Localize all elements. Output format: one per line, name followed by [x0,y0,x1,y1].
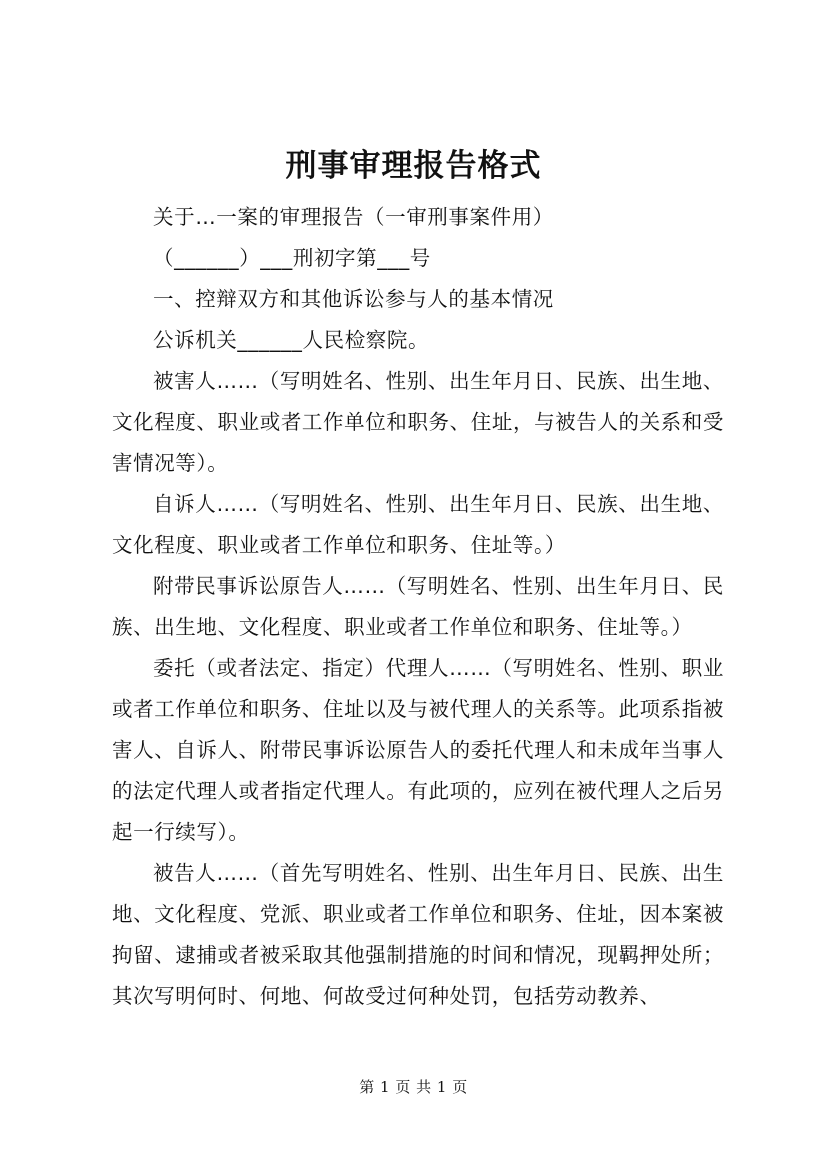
document-body [112,197,724,1017]
paragraph-defendant: 被告人……（首先写明姓名、性别、出生年月日、民族、出生地、文化程度、党派、职业或者工作单位和职务、住址，因本案被拘留、逮捕或者被采取其他强制措施的时间和情况，现羁押处所；其次写明何时、何地、何故受过何种处罚，包括劳动教养、 [112,861,724,1008]
paragraph-agent: 委托（或者法定、指定）代理人……（写明姓名、性别、职业或者工作单位和职务、住址以及与被代理人的关系等。此项系指被害人、自诉人、附带民事诉讼原告人的委托代理人和未成年当事人的法定代理人或者指定代理人。有此项的，应列在被代理人之后另起一行续写）。 [112,656,724,844]
page-number-footer: 第 1 页 共 1 页 [359,1078,468,1096]
paragraph-civil-plaintiff: 附带民事诉讼原告人……（写明姓名、性别、出生年月日、民族、出生地、文化程度、职业或者工作单位和职务、住址等。） [112,574,724,639]
paragraph-section-one: 一、控辩双方和其他诉讼参与人的基本情况 [153,287,554,311]
paragraph-victim: 被害人……（写明姓名、性别、出生年月日、民族、出生地、文化程度、职业或者工作单位和职务、住址，与被告人的关系和受害情况等）。 [112,369,724,475]
paragraph-case-number: （______）___刑初字第___号 [153,246,431,270]
paragraph-case-report-heading: 关于…一案的审理报告（一审刑事案件用） [153,205,554,229]
document-title: 刑事审理报告格式 [285,148,542,184]
paragraph-prosecution-agency: 公诉机关______人民检察院。 [153,328,430,352]
paragraph-private-prosecutor: 自诉人……（写明姓名、性别、出生年月日、民族、出生地、文化程度、职业或者工作单位和职务、住址等。） [112,492,724,557]
